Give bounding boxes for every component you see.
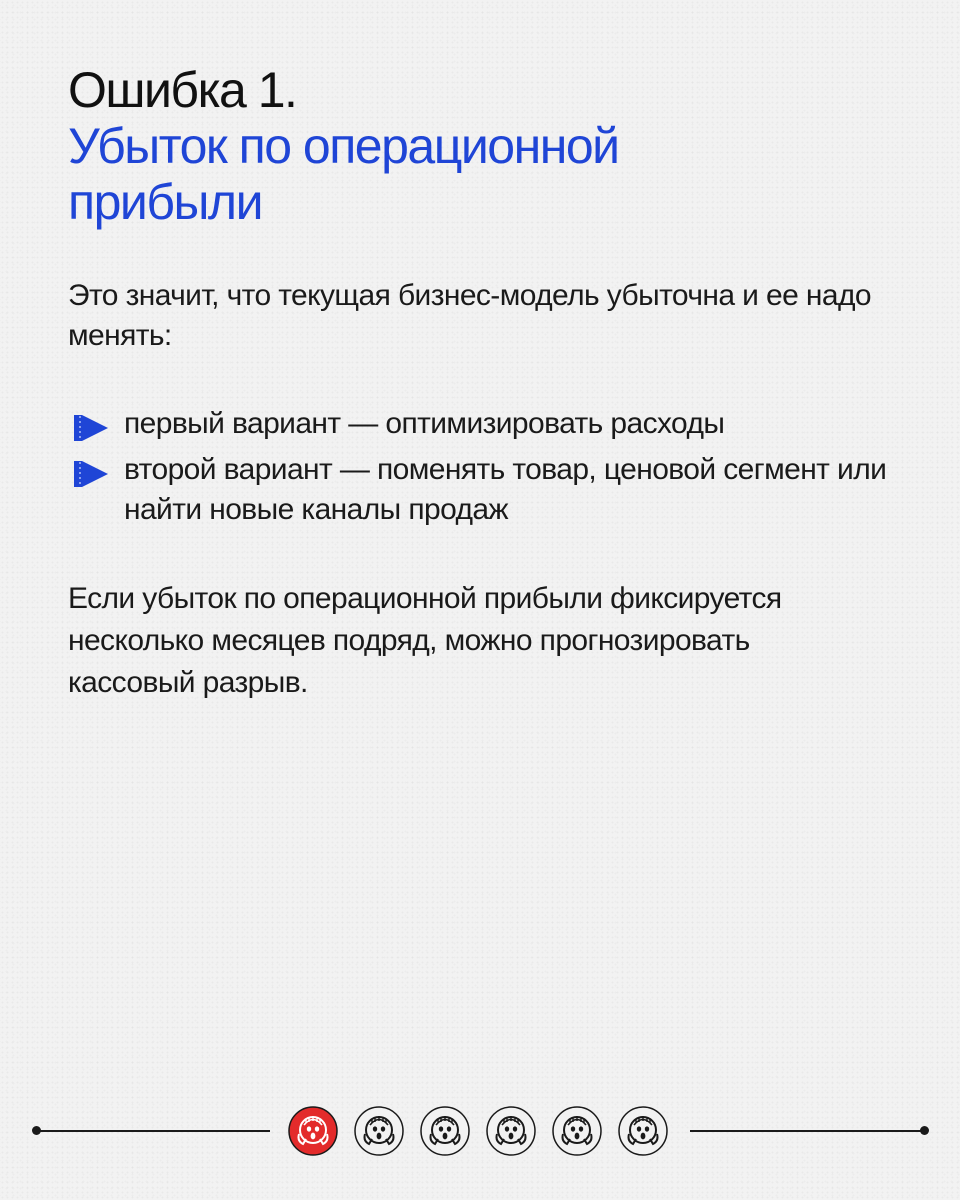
- title-error-name: Убыток по операционной прибыли: [68, 118, 619, 230]
- screaming-face-icon: [288, 1106, 338, 1156]
- pager-line-right: [690, 1130, 924, 1132]
- pager-item-4[interactable]: [486, 1106, 536, 1156]
- pager-item-2[interactable]: [354, 1106, 404, 1156]
- play-arrow-icon: [74, 458, 108, 484]
- screaming-face-icon: [354, 1106, 404, 1156]
- list-item-text: второй вариант — поменять товар, ценовой сегмент или найти новые каналы продаж: [124, 453, 887, 526]
- title-error-number: Ошибка 1.: [68, 62, 297, 118]
- options-list: [70, 404, 890, 536]
- pager-item-1-active[interactable]: [288, 1106, 338, 1156]
- screaming-face-icon: [618, 1106, 668, 1156]
- list-item: [70, 404, 890, 444]
- pager-line-end-dot: [920, 1126, 929, 1135]
- slide-pager: [0, 1106, 960, 1156]
- pager-item-6[interactable]: [618, 1106, 668, 1156]
- intro-paragraph: Это значит, что текущая бизнес-модель убыточна и ее надо менять:: [68, 279, 871, 352]
- slide-title: [68, 62, 908, 230]
- list-item: [70, 450, 890, 530]
- pager-line-left: [36, 1130, 270, 1132]
- screaming-face-icon: [486, 1106, 536, 1156]
- play-arrow-icon: [74, 412, 108, 438]
- screaming-face-icon: [552, 1106, 602, 1156]
- pager-item-3[interactable]: [420, 1106, 470, 1156]
- conclusion-paragraph: Если убыток по операционной прибыли фиксируется несколько месяцев подряд, можно прогнозировать кассовый разрыв.: [68, 582, 782, 699]
- list-item-text: первый вариант — оптимизировать расходы: [124, 407, 725, 440]
- pager-item-5[interactable]: [552, 1106, 602, 1156]
- screaming-face-icon: [420, 1106, 470, 1156]
